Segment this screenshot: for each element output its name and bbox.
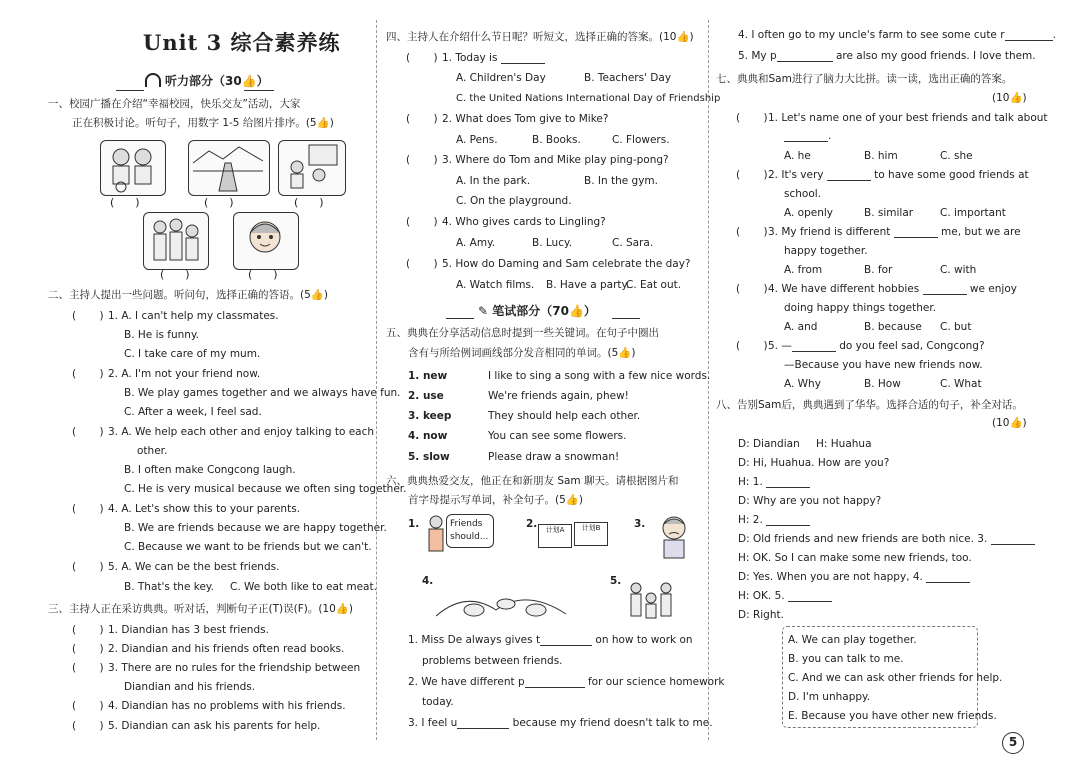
q4-5b: B. Have a party. — [546, 279, 630, 291]
picture-friends-playing — [100, 140, 166, 196]
q2-2-a: 2. A. I'm not your friend now. — [108, 368, 261, 380]
answer-blank[interactable] — [777, 50, 833, 62]
s6-q2: 2. We have different p for our science homework — [408, 676, 725, 688]
s7-q2oa: A. openly — [784, 207, 834, 219]
s7-q5ob: B. How — [864, 378, 901, 390]
answer-paren[interactable]: ( ) — [406, 52, 438, 64]
answer-paren[interactable]: ( ) — [736, 112, 768, 124]
answer-paren[interactable]: ( ) — [72, 426, 104, 438]
s7-q3ob: B. for — [864, 264, 893, 276]
s8-h4: H: OK. So I can make some new friends, too. — [738, 552, 972, 564]
q2-3-b: B. I often make Congcong laugh. — [124, 464, 296, 476]
divider — [244, 90, 274, 91]
s6-pic-num: 2. — [526, 518, 538, 530]
section-6-line2: 首字母提示写单词，补全句子。(5👍) — [408, 494, 583, 506]
answer-paren[interactable]: ( ) — [72, 368, 104, 380]
q4-2a: A. Pens. — [456, 134, 498, 146]
answer-paren[interactable]: ( ) — [72, 643, 104, 655]
answer-paren[interactable]: ( ) — [406, 216, 438, 228]
q3-1: 1. Diandian has 3 best friends. — [108, 624, 269, 636]
section-8-points: (10👍) — [992, 417, 1027, 429]
q3-5: 5. Diandian can ask his parents for help. — [108, 720, 321, 732]
answer-blank[interactable] — [1005, 29, 1053, 41]
answer-paren[interactable]: ( ) — [72, 720, 104, 732]
s7-q5c: —Because you have new friends now. — [784, 359, 983, 371]
q4-4b: B. Lucy. — [532, 237, 573, 249]
q4-1: 1. Today is — [442, 52, 545, 64]
writing-heading: ✎ 笔试部分（70👍） — [478, 304, 596, 318]
q2-2-b: B. We play games together and we always have fun. — [124, 387, 401, 399]
q2-3-a: 3. A. We help each other and enjoy talking to each — [108, 426, 375, 438]
speech-bubble: Friends should... — [446, 514, 494, 548]
s7-q3c: happy together. — [784, 245, 868, 257]
column-3 — [716, 0, 1056, 764]
column-divider — [376, 20, 377, 740]
s5-sentence-3[interactable]: They should help each other. — [488, 410, 641, 422]
s8-h2: H: 1. — [738, 476, 810, 488]
s7-q2ob: B. similar — [864, 207, 914, 219]
section-3-heading: 三、主持人正在采访典典。听对话，判断句子正(T)误(F)。(10👍) — [48, 603, 353, 615]
s6-pic-num: 4. — [422, 575, 434, 587]
sad-boy-icon — [654, 514, 694, 562]
s6-q3: 3. I feel u because my friend doesn't talk to me. — [408, 717, 713, 729]
s5-word-1: 1. new — [408, 370, 448, 382]
s7-q4: 4. We have different hobbies we enjoy — [768, 283, 1017, 295]
s7-q2: 2. It's very to have some good friends at — [768, 169, 1029, 181]
s6-q1c: problems between friends. — [422, 655, 563, 667]
q4-1a: A. Children's Day — [456, 72, 546, 84]
s5-sentence-4[interactable]: You can see some flowers. — [488, 430, 627, 442]
s6-q4: 4. I often go to my uncle's farm to see some cute r . — [738, 29, 1056, 41]
headphones-icon — [145, 73, 161, 87]
section-1-line1: 一、校园广播在介绍“幸福校园，快乐交友”活动，大家 — [48, 98, 301, 110]
q4-5: 5. How do Daming and Sam celebrate the day? — [442, 258, 691, 270]
s7-q1: 1. Let's name one of your best friends and talk about — [768, 112, 1048, 124]
page-title: Unit 3 综合素养练 — [143, 30, 341, 55]
s7-q3oa: A. from — [784, 264, 823, 276]
s7-q5oc: C. What — [940, 378, 982, 390]
s8-d2: D: Hi, Huahua. How are you? — [738, 457, 890, 469]
s6-q2c: today. — [422, 696, 454, 708]
s5-sentence-1[interactable]: I like to sing a song with a few nice words. — [488, 370, 711, 382]
q4-2c: C. Flowers. — [612, 134, 670, 146]
answer-blank[interactable] — [525, 676, 585, 688]
answer-blank[interactable] — [926, 571, 970, 583]
s8-h3: H: 2. — [738, 514, 810, 526]
answer-blank[interactable] — [991, 533, 1035, 545]
s8-d1: D: Diandian — [738, 438, 800, 450]
answer-paren[interactable]: ( ) — [736, 226, 768, 238]
s8-d3: D: Why are you not happy? — [738, 495, 882, 507]
q3-3: 3. There are no rules for the friendship between — [108, 662, 361, 674]
q4-3c: C. On the playground. — [456, 195, 572, 207]
s7-q4ob: B. because — [864, 321, 922, 333]
divider — [116, 90, 144, 91]
q3-3b: Diandian and his friends. — [124, 681, 256, 693]
s7-q1b: B. him — [864, 150, 898, 162]
q4-3a: A. In the park. — [456, 175, 531, 187]
picture-road — [188, 140, 270, 196]
divider — [446, 318, 474, 319]
s8-h1: H: Huahua — [816, 438, 872, 450]
answer-paren[interactable]: ( ) — [406, 154, 438, 166]
answer-blank[interactable] — [540, 634, 592, 646]
s6-pic-num: 3. — [634, 518, 646, 530]
section-7-heading: 七、典典和Sam进行了脑力大比拼。读一读，选出正确的答案。 — [716, 73, 1013, 85]
s7-q3oc: C. with — [940, 264, 977, 276]
farm-animals-icon — [436, 580, 576, 622]
s7-q4oa: A. and — [784, 321, 818, 333]
answer-paren[interactable]: ( ) — [72, 310, 104, 322]
picture-kids-outdoor — [278, 140, 346, 196]
q4-3: 3. Where do Tom and Mike play ping-pong? — [442, 154, 669, 166]
q3-4: 4. Diandian has no problems with his friends. — [108, 700, 346, 712]
q4-5a: A. Watch films. — [456, 279, 535, 291]
picture-girl-portrait — [233, 212, 299, 270]
q4-5c: C. Eat out. — [626, 279, 682, 291]
q2-4-b: B. We are friends because we are happy together. — [124, 522, 387, 534]
q2-5-b: B. That's the key. — [124, 581, 214, 593]
answer-paren[interactable]: ( ) — [110, 196, 140, 209]
s7-q2c: school. — [784, 188, 822, 200]
s7-q4oc: C. but — [940, 321, 972, 333]
plan-card: 计划B — [574, 522, 608, 546]
section-6-line1: 六、典典热爱交友，他正在和新朋友 Sam 聊天。请根据图片和 — [386, 475, 679, 487]
answer-paren[interactable]: ( ) — [204, 196, 234, 209]
q2-5-a: 5. A. We can be the best friends. — [108, 561, 280, 573]
answer-paren[interactable]: ( ) — [294, 196, 324, 209]
answer-blank[interactable] — [766, 476, 810, 488]
q2-5-c: C. We both like to eat meat. — [230, 581, 377, 593]
q2-1-c: C. I take care of my mum. — [124, 348, 261, 360]
answer-blank[interactable] — [457, 717, 509, 729]
section-8-heading: 八、告别Sam后，典典遇到了华华。选择合适的句子，补全对话。 — [716, 399, 1023, 411]
s5-sentence-2[interactable]: We're friends again, phew! — [488, 390, 629, 402]
page-number: 5 — [1002, 732, 1024, 754]
answer-paren[interactable]: ( ) — [72, 503, 104, 515]
s7-q1c: C. she — [940, 150, 973, 162]
s7-q3: 3. My friend is different me, but we are — [768, 226, 1021, 238]
q2-1-a: 1. A. I can't help my classmates. — [108, 310, 279, 322]
q4-4: 4. Who gives cards to Lingling? — [442, 216, 606, 228]
answer-blank[interactable] — [788, 590, 832, 602]
q4-2b: B. Books. — [532, 134, 581, 146]
s8-d5: D: Yes. When you are not happy, 4. — [738, 571, 970, 583]
q2-1-b: B. He is funny. — [124, 329, 200, 341]
q4-3b: B. In the gym. — [584, 175, 658, 187]
answer-paren[interactable]: ( ) — [736, 283, 768, 295]
family-icon — [626, 578, 676, 622]
option-c: C. And we can ask other friends for help. — [788, 672, 1003, 684]
column-1 — [48, 0, 407, 764]
column-2 — [386, 0, 725, 764]
s7-q4c: doing happy things together. — [784, 302, 937, 314]
answer-paren[interactable]: ( ) — [72, 561, 104, 573]
option-e: E. Because you have other new friends. — [788, 710, 997, 722]
s6-pic-num: 1. — [408, 518, 420, 530]
picture-group-greeting — [143, 212, 209, 270]
q2-3-a2: other. — [137, 445, 168, 457]
answer-paren[interactable]: ( ) — [72, 624, 104, 636]
s5-word-4: 4. now — [408, 430, 448, 442]
s6-q5: 5. My p are also my good friends. I love them. — [738, 50, 1036, 62]
answer-paren[interactable]: ( ) — [160, 268, 190, 281]
section-5-line2: 含有与所给例词画线部分发音相同的单词。(5👍) — [408, 347, 636, 359]
s7-q5oa: A. Why — [784, 378, 821, 390]
option-d: D. I'm unhappy. — [788, 691, 871, 703]
answer-paren[interactable]: ( ) — [406, 258, 438, 270]
s7-q5: 5. — do you feel sad, Congcong? — [768, 340, 985, 352]
s6-q1: 1. Miss De always gives t on how to work on — [408, 634, 693, 646]
q2-4-a: 4. A. Let's show this to your parents. — [108, 503, 301, 515]
s8-h5: H: OK. 5. — [738, 590, 832, 602]
s8-d4: D: Old friends and new friends are both nice. 3. — [738, 533, 1035, 545]
thumb-icon: 👍 — [241, 74, 257, 88]
option-a: A. We can play together. — [788, 634, 917, 646]
answer-paren[interactable]: ( ) — [736, 340, 768, 352]
section-5-line1: 五、典典在分享活动信息时提到一些关键词。在句子中圈出 — [386, 327, 659, 339]
answer-paren[interactable]: ( ) — [248, 268, 278, 281]
s5-word-3: 3. keep — [408, 410, 452, 422]
q4-2: 2. What does Tom give to Mike? — [442, 113, 609, 125]
pencil-icon: ✎ — [478, 304, 489, 318]
q4-1b: B. Teachers' Day — [584, 72, 672, 84]
q2-4-c: C. Because we want to be friends but we can't. — [124, 541, 372, 553]
q2-2-c: C. After a week, I feel sad. — [124, 406, 262, 418]
s6-pic-num: 5. — [610, 575, 622, 587]
section-1-line2: 正在积极讨论。听句子，用数字 1-5 给图片排序。(5👍) — [72, 117, 334, 129]
answer-paren[interactable]: ( ) — [736, 169, 768, 181]
option-b: B. you can talk to me. — [788, 653, 904, 665]
s5-word-2: 2. use — [408, 390, 444, 402]
answer-paren[interactable]: ( ) — [72, 700, 104, 712]
q3-2: 2. Diandian and his friends often read books. — [108, 643, 345, 655]
q4-1c: C. the United Nations International Day of Friendship — [456, 93, 721, 104]
section-7-points: (10👍) — [992, 92, 1027, 104]
s8-d6: D: Right. — [738, 609, 784, 621]
s7-q2oc: C. important — [940, 207, 1006, 219]
listening-heading: 听力部分（30👍） — [145, 72, 269, 89]
plan-card: 计划A — [538, 524, 572, 548]
s7-q1-blank[interactable]: . — [784, 130, 831, 142]
q4-4c: C. Sara. — [612, 237, 654, 249]
answer-blank[interactable] — [766, 514, 810, 526]
divider — [612, 318, 640, 319]
q4-4a: A. Amy. — [456, 237, 496, 249]
q2-3-c: C. He is very musical because we often sing together. — [124, 483, 407, 495]
section-4-heading: 四、主持人在介绍什么节日呢？听短文，选择正确的答案。(10👍) — [386, 31, 694, 43]
section-2-heading: 二、主持人提出一些问题。听问句，选择正确的答语。(5👍) — [48, 289, 328, 301]
s5-word-5: 5. slow — [408, 451, 450, 463]
answer-paren[interactable]: ( ) — [406, 113, 438, 125]
s7-q1a: A. he — [784, 150, 811, 162]
answer-paren[interactable]: ( ) — [72, 662, 104, 674]
s5-sentence-5[interactable]: Please draw a snowman! — [488, 451, 620, 463]
